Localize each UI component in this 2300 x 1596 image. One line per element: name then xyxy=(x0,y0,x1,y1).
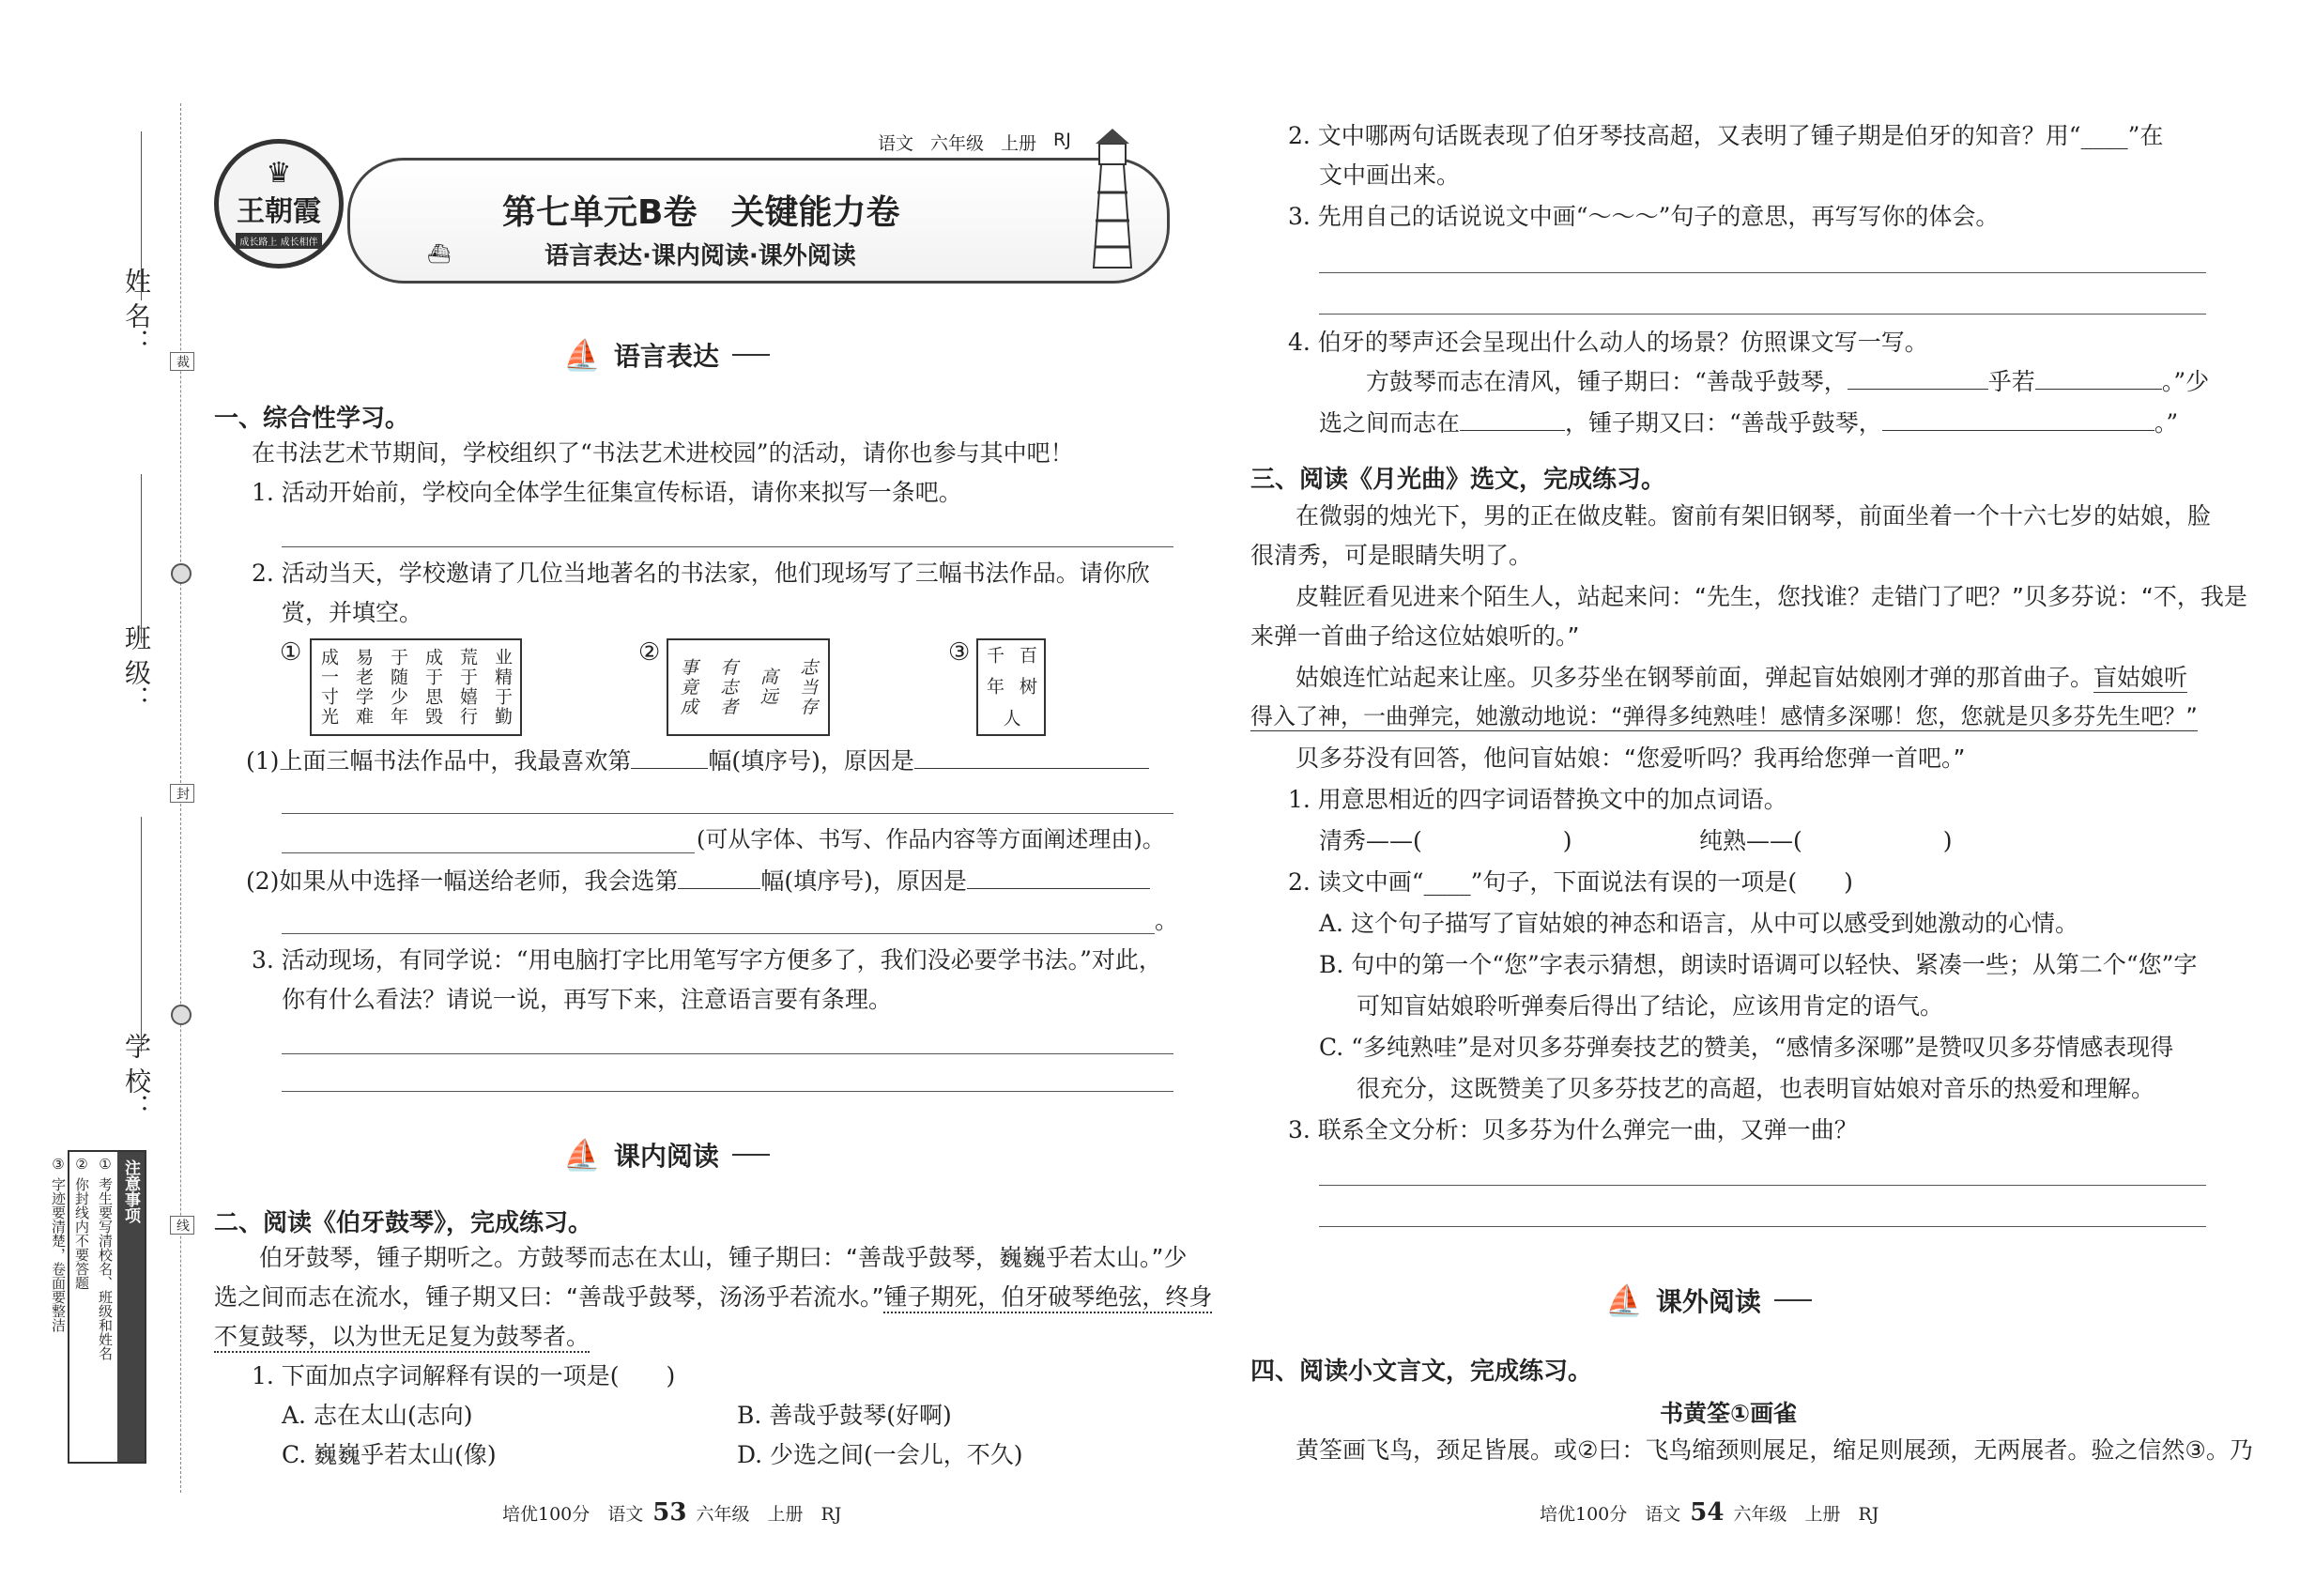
answer-line[interactable] xyxy=(282,852,695,853)
q3-1-a[interactable]: 清秀——( ) xyxy=(1319,827,1572,854)
q2-passage-2b: 锺子期死，伯牙破琴绝弦，终身 xyxy=(883,1283,1212,1313)
fill-blank[interactable] xyxy=(1460,409,1565,431)
class-label: 班 级： xyxy=(121,624,152,712)
q2-4: 4. 伯牙的琴声还会呈现出什么动人的场景？仿照课文写一写。 xyxy=(1288,329,1928,356)
q1-2-1-b: 幅(填序号)，原因是 xyxy=(708,747,914,775)
work-1-col: 成一寸光 xyxy=(318,648,339,727)
q3-passage-7: 贝多芬没有回答，他问盲姑娘：“您爱听吗？我再给您弹一首吧。” xyxy=(1296,744,1966,772)
q3-2: 2. 读文中画“____”句子，下面说法有误的一项是( ) xyxy=(1288,868,1853,896)
q1-2-a: 2. 活动当天，学校邀请了几位当地著名的书法家，他们现场写了三幅书法作品。请你欣 xyxy=(252,560,1150,587)
binding-ring-1 xyxy=(171,563,192,584)
work-1-number: ① xyxy=(280,638,302,667)
work-1-col: 于随少年 xyxy=(388,648,408,727)
brand-logo xyxy=(214,139,344,269)
work-3-col: 树 xyxy=(1017,677,1037,698)
q2-1-opt-d[interactable]: D. 少选之间(一会儿，不久) xyxy=(737,1441,1023,1468)
section-in-class-reading xyxy=(563,1136,770,1174)
q1-2-1-c: (可从字体、书写、作品内容等方面阐述理由)。 xyxy=(697,826,1165,852)
q3-2-opt-c-1[interactable]: C. “多纯熟哇”是对贝多芬弹奏技艺的赞美，“感情多深哪”是赞叹贝多芬情感表现得 xyxy=(1319,1034,2174,1061)
fill-blank[interactable] xyxy=(1882,409,2154,431)
q2-4-l2b: ，锺子期又曰：“善哉乎鼓琴， xyxy=(1565,409,1882,437)
answer-line[interactable] xyxy=(282,933,1155,934)
q3-2-opt-c-2: 很充分，这既赞美了贝多芬技艺的高超，也表明盲姑娘对音乐的热爱和理解。 xyxy=(1357,1075,2155,1102)
q3-heading: 三、阅读《月光曲》选文，完成练习。 xyxy=(1250,466,1666,494)
q3-passage-5a: 姑娘连忙站起来让座。贝多芬坐在钢琴前面，弹起盲姑娘刚才弹的那首曲子。 xyxy=(1296,664,2094,691)
answer-line[interactable] xyxy=(282,1053,1173,1054)
q1-heading: 一、综合性学习。 xyxy=(214,405,410,433)
q1-3-a: 3. 活动现场，有同学说：“用电脑打字比用笔写字方便多了，我们没必要学书法。”对此， xyxy=(252,946,1162,974)
q2-3: 3. 先用自己的话说说文中画“～～～”句子的意思，再写写你的体会。 xyxy=(1288,203,2000,230)
work-2-col: 事竟成 xyxy=(677,657,698,717)
section-extra-reading xyxy=(1605,1281,1812,1319)
crown-icon: ♛ xyxy=(266,156,292,190)
calligraphy-work-1 xyxy=(310,638,522,736)
footer-post: 六年级 上册 RJ xyxy=(1733,1504,1879,1525)
footer-post: 六年级 上册 RJ xyxy=(696,1504,842,1525)
footer-pre: 培优100分 语文 xyxy=(502,1504,644,1525)
work-2-number: ② xyxy=(638,638,661,667)
meta-grade: 六年级 xyxy=(930,133,985,154)
q3-passage-1: 在微弱的烛光下，男的正在做皮鞋。窗前有架旧钢琴，前面坐着一个十六七岁的姑娘，脸 xyxy=(1296,502,2212,529)
meta-term: 上册 xyxy=(1001,133,1037,154)
q3-passage-2: 很清秀，可是眼睛失明了。 xyxy=(1250,542,1533,569)
work-2-col: 有志者 xyxy=(717,657,739,717)
section-rule xyxy=(732,354,770,356)
q2-2-a: 2. 文中哪两句话既表现了伯牙琴技高超，又表明了锺子期是伯牙的知音？用“____”在 xyxy=(1288,122,2164,149)
q2-1-opt-c[interactable]: C. 巍巍乎若太山(像) xyxy=(282,1441,497,1468)
footer-pre: 培优100分 语文 xyxy=(1540,1504,1681,1525)
lighthouse-icon xyxy=(1075,127,1150,277)
q3-1: 1. 用意思相近的四字词语替换文中的加点词语。 xyxy=(1288,786,1787,813)
work-1-col: 荒于嬉行 xyxy=(457,648,478,727)
q2-1-opt-b[interactable]: B. 善哉乎鼓琴(好啊) xyxy=(737,1402,952,1429)
q2-1-opt-a[interactable]: A. 志在太山(志向) xyxy=(282,1402,473,1429)
boat-icon: ⛴ xyxy=(427,242,452,265)
q2-passage-2 xyxy=(214,1283,1212,1312)
answer-line[interactable] xyxy=(1319,1226,2206,1227)
answer-line[interactable] xyxy=(282,546,1173,547)
work-3-col: 人 xyxy=(1000,708,1021,729)
q1-2-1-a: (1)上面三幅书法作品中，我最喜欢第 xyxy=(246,747,632,775)
q2-4-l1b: 乎若 xyxy=(1987,368,2035,395)
q3-3: 3. 联系全文分析：贝多芬为什么弹完一曲，又弹一曲？ xyxy=(1288,1116,1858,1143)
page-number: 54 xyxy=(1690,1498,1725,1527)
notice-item-2: ② 你封线内不要答题 xyxy=(73,1156,90,1290)
q1-2-2-line xyxy=(246,867,1150,896)
work-3-col: 千 xyxy=(984,646,1004,667)
fill-blank[interactable] xyxy=(967,867,1150,889)
q1-2-2-b: 幅(填序号)，原因是 xyxy=(760,867,967,895)
q2-passage-2a: 选之间而志在流水，锺子期又曰：“善哉乎鼓琴，汤汤乎若流水。” xyxy=(214,1283,884,1311)
fill-blank[interactable] xyxy=(1848,368,1988,390)
q1-3-b: 你有什么看法？请说一说，再写下来，注意语言要有条理。 xyxy=(282,986,893,1013)
work-3-col: 百 xyxy=(1017,646,1037,667)
q2-passage-3: 不复鼓琴，以为世无足复为鼓琴者。 xyxy=(214,1323,590,1353)
work-1-col: 成于思毁 xyxy=(422,648,443,727)
q3-passage-6: 得入了神，一曲弹完，她激动地说：“弹得多纯熟哇！感情多深哪！您，您就是贝多芬先生吧？” xyxy=(1250,703,2198,729)
work-3-col: 年 xyxy=(984,677,1004,698)
binding-ring-2 xyxy=(171,1005,192,1025)
notice-box xyxy=(50,1150,146,1464)
name-label: 姓 名： xyxy=(121,268,152,355)
section-title: 语言表达 xyxy=(613,341,719,372)
meta-edition: RJ xyxy=(1053,130,1071,150)
fill-blank[interactable] xyxy=(914,747,1149,769)
q1-2-b: 赏，并填空。 xyxy=(282,599,423,626)
notice-title: 注意事项 xyxy=(117,1152,145,1462)
fill-blank[interactable] xyxy=(678,867,760,889)
q3-passage-3: 皮鞋匠看见进来个陌生人，站起来问：“先生，您找谁？走错门了吧？”贝多芬说：“不，我是 xyxy=(1296,583,2247,610)
calligraphy-work-2 xyxy=(667,638,830,736)
notice-item-3: ③ 字迹要清楚，卷面要整洁 xyxy=(50,1156,67,1332)
answer-line[interactable] xyxy=(1319,314,2206,315)
sail-icon: ⛵ xyxy=(563,1137,601,1173)
q2-4-l1c: 。”少 xyxy=(2161,368,2210,395)
q4-heading: 四、阅读小文言文，完成练习。 xyxy=(1250,1358,1593,1386)
q2-4-line-2 xyxy=(1319,409,2178,437)
work-3-number: ③ xyxy=(948,638,971,667)
q1-intro: 在书法艺术节期间，学校组织了“书法艺术进校园”的活动，请你也参与其中吧！ xyxy=(252,439,1074,467)
section-title: 课外阅读 xyxy=(1655,1286,1761,1317)
page-subtitle: 语言表达·课内阅读·课外阅读 xyxy=(544,242,856,270)
work-2-col: 志当存 xyxy=(797,657,819,717)
name-line xyxy=(141,131,142,300)
q3-2-opt-a[interactable]: A. 这个句子描写了盲姑娘的神态和语言，从中可以感受到她激动的心情。 xyxy=(1319,910,2078,937)
q2-heading: 二、阅读《伯牙鼓琴》，完成练习。 xyxy=(214,1209,593,1237)
school-line xyxy=(141,817,142,1051)
school-label: 学 校： xyxy=(121,1033,152,1120)
footer-left xyxy=(502,1498,841,1527)
page-title: 第七单元B卷 关键能力卷 xyxy=(502,193,900,232)
q3-2-opt-b-1[interactable]: B. 句中的第一个“您”字表示猜想，朗读时语调可以轻快、紧凑一些；从第二个“您”字 xyxy=(1319,951,2198,978)
notice-item-1: ① 考生要写清校名、班级和姓名 xyxy=(97,1156,114,1360)
work-2-col: 高远 xyxy=(757,668,778,707)
cut-mark-3: 线 xyxy=(170,1216,194,1235)
cut-mark-1: 裁 xyxy=(170,352,194,371)
brand-sub: 成长路上 成长相伴 xyxy=(236,233,321,249)
q3-passage-5 xyxy=(1296,664,2187,692)
q1-1: 1. 活动开始前，学校向全体学生征集宣传标语，请你来拟写一条吧。 xyxy=(252,479,962,506)
q2-4-line-1 xyxy=(1366,368,2209,396)
section-rule xyxy=(732,1154,770,1156)
answer-line[interactable] xyxy=(1319,1185,2206,1186)
answer-line[interactable] xyxy=(282,813,1173,814)
sail-icon: ⛵ xyxy=(1605,1282,1643,1318)
footer-right xyxy=(1540,1498,1878,1527)
class-line xyxy=(141,474,142,643)
fill-blank[interactable] xyxy=(631,747,708,769)
q1-2-2-a: (2)如果从中选择一幅送给老师，我会选第 xyxy=(246,867,679,895)
q2-4-l2a: 选之间而志在 xyxy=(1319,409,1461,437)
sail-icon: ⛵ xyxy=(563,337,601,373)
q3-passage-5b: 盲姑娘听 xyxy=(2093,664,2188,691)
q2-passage-1: 伯牙鼓琴，锺子期听之。方鼓琴而志在太山，锺子期曰：“善哉乎鼓琴，巍巍乎若太山。”少 xyxy=(259,1244,1188,1271)
q3-1-b[interactable]: 纯熟——( ) xyxy=(1699,827,1953,854)
q1-2-2-c: 。 xyxy=(1155,907,1179,934)
section-language-expression xyxy=(563,336,770,374)
header-meta xyxy=(878,130,1071,155)
answer-line[interactable] xyxy=(1319,272,2206,273)
brand-name: 王朝霞 xyxy=(237,194,321,228)
q2-2-b: 文中画出来。 xyxy=(1319,161,1461,189)
section-rule xyxy=(1774,1299,1812,1301)
fill-blank[interactable] xyxy=(2035,368,2162,390)
calligraphy-work-3 xyxy=(976,638,1046,736)
q4-title: 书黄筌①画雀 xyxy=(1660,1400,1798,1427)
q2-4-l2c: 。” xyxy=(2154,409,2179,437)
meta-subject: 语文 xyxy=(878,133,914,154)
answer-line[interactable] xyxy=(282,1091,1173,1092)
section-title: 课内阅读 xyxy=(613,1141,719,1172)
q4-passage-1: 黄筌画飞鸟，颈足皆展。或②曰：飞鸟缩颈则展足，缩足则展颈，无两展者。验之信然③。乃 xyxy=(1296,1436,2253,1464)
q3-2-opt-b-2: 可知盲姑娘聆听弹奏后得出了结论，应该用肯定的语气。 xyxy=(1357,992,1944,1020)
q1-2-1-line xyxy=(246,747,1149,775)
cut-mark-2: 封 xyxy=(170,784,194,803)
page-number: 53 xyxy=(652,1498,687,1527)
q2-4-l1a: 方鼓琴而志在清风，锺子期曰：“善哉乎鼓琴， xyxy=(1366,368,1848,395)
q3-passage-4: 来弹一首曲子给这位姑娘听的。” xyxy=(1250,622,1580,650)
work-1-col: 业精于勤 xyxy=(492,648,513,727)
work-1-col: 易老学难 xyxy=(353,648,374,727)
q2-1: 1. 下面加点字词解释有误的一项是( ) xyxy=(252,1362,676,1389)
